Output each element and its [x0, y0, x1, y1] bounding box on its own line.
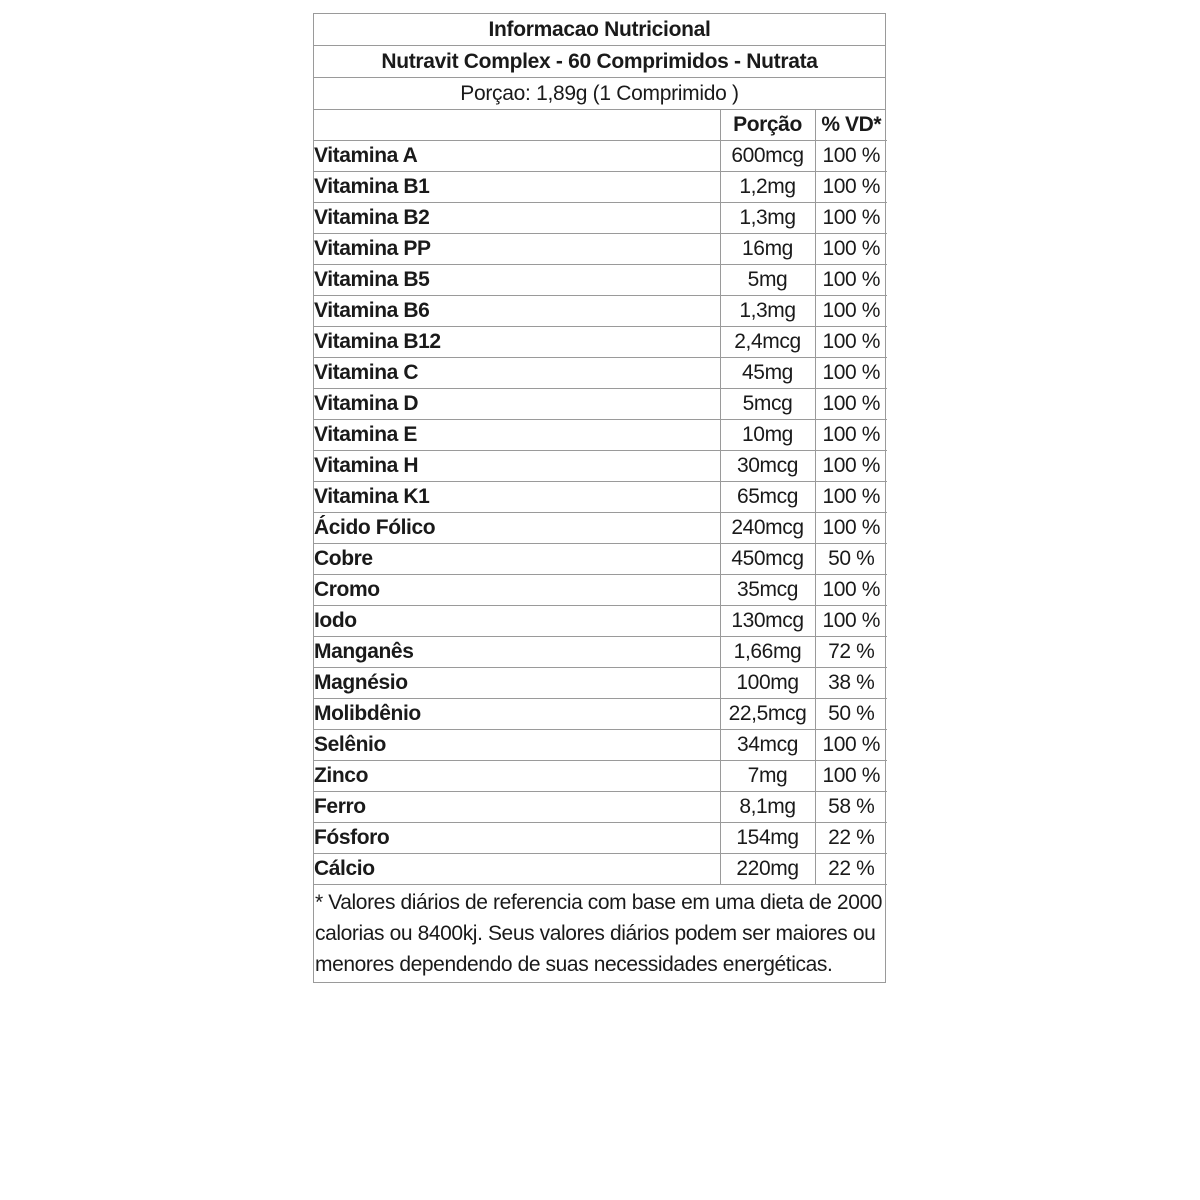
nutrient-amount: 600mcg: [720, 141, 815, 172]
nutrient-name: Vitamina B6: [314, 296, 720, 327]
nutrient-daily-value: 100 %: [815, 761, 887, 792]
nutrient-name: Manganês: [314, 637, 720, 668]
table-header-row: [314, 110, 887, 141]
nutrient-rows: [314, 141, 887, 885]
nutrient-name: Vitamina B1: [314, 172, 720, 203]
nutrient-name: Vitamina PP: [314, 234, 720, 265]
nutrient-name: Vitamina B2: [314, 203, 720, 234]
nutrient-name: Vitamina C: [314, 358, 720, 389]
table-row: [314, 141, 887, 172]
nutrient-amount: 1,66mg: [720, 637, 815, 668]
nutrient-name: Vitamina D: [314, 389, 720, 420]
nutrient-daily-value: 100 %: [815, 296, 887, 327]
nutrient-name: Vitamina A: [314, 141, 720, 172]
nutrient-name: Vitamina H: [314, 451, 720, 482]
nutrient-name: Cobre: [314, 544, 720, 575]
nutrient-daily-value: 100 %: [815, 358, 887, 389]
daily-value-footnote: * Valores diários de referencia com base em uma dieta de 2000 calorias ou 8400kj. Seus valores diários podem ser maiores ou menores dependendo de suas necessidades energéticas.: [315, 891, 883, 976]
nutrient-name: Zinco: [314, 761, 720, 792]
table-row: [314, 203, 887, 234]
table-row: [314, 699, 887, 730]
nutrient-daily-value: 100 %: [815, 482, 887, 513]
dv-column-header: % VD*: [815, 110, 887, 141]
nutrient-name: Vitamina E: [314, 420, 720, 451]
nutrient-amount: 16mg: [720, 234, 815, 265]
nutrient-daily-value: 100 %: [815, 141, 887, 172]
nutrient-daily-value: 58 %: [815, 792, 887, 823]
nutrient-daily-value: 100 %: [815, 265, 887, 296]
table-row: [314, 296, 887, 327]
nutrient-daily-value: 100 %: [815, 327, 887, 358]
nutrient-amount: 35mcg: [720, 575, 815, 606]
table-row: [314, 575, 887, 606]
nutrient-daily-value: 100 %: [815, 513, 887, 544]
nutrient-amount: 2,4mcg: [720, 327, 815, 358]
nutrient-amount: 45mg: [720, 358, 815, 389]
product-name: Nutravit Complex - 60 Comprimidos - Nutrata: [314, 46, 885, 78]
nutrient-name: Fósforo: [314, 823, 720, 854]
nutrient-name: Cálcio: [314, 854, 720, 885]
nutrient-amount: 130mcg: [720, 606, 815, 637]
nutrient-daily-value: 100 %: [815, 389, 887, 420]
nutrient-amount: 240mcg: [720, 513, 815, 544]
nutrient-amount: 154mg: [720, 823, 815, 854]
nutrient-daily-value: 100 %: [815, 451, 887, 482]
table-row: [314, 451, 887, 482]
nutrient-daily-value: 50 %: [815, 699, 887, 730]
table-row: [314, 637, 887, 668]
table-row: [314, 265, 887, 296]
nutrient-amount: 1,3mg: [720, 203, 815, 234]
nutrient-amount: 450mcg: [720, 544, 815, 575]
nutrient-name: Molibdênio: [314, 699, 720, 730]
nutrient-daily-value: 50 %: [815, 544, 887, 575]
nutrient-table: [314, 110, 887, 885]
table-row: [314, 482, 887, 513]
nutrient-amount: 30mcg: [720, 451, 815, 482]
nutrient-amount: 1,3mg: [720, 296, 815, 327]
table-row: [314, 544, 887, 575]
nutrient-daily-value: 100 %: [815, 172, 887, 203]
serving-size: Porçao: 1,89g (1 Comprimido ): [314, 78, 885, 110]
table-row: [314, 792, 887, 823]
nutrient-name: Vitamina K1: [314, 482, 720, 513]
nutrient-amount: 10mg: [720, 420, 815, 451]
nutrient-amount: 22,5mcg: [720, 699, 815, 730]
nutrition-facts-label: [313, 13, 886, 983]
table-row: [314, 358, 887, 389]
nutrient-amount: 220mg: [720, 854, 815, 885]
nutrient-name: Magnésio: [314, 668, 720, 699]
nutrient-name: Ferro: [314, 792, 720, 823]
nutrient-daily-value: 100 %: [815, 606, 887, 637]
table-row: [314, 854, 887, 885]
nutrient-daily-value: 100 %: [815, 203, 887, 234]
portion-column-header: Porção: [720, 110, 815, 141]
table-row: [314, 606, 887, 637]
nutrient-amount: 65mcg: [720, 482, 815, 513]
nutrient-daily-value: 100 %: [815, 730, 887, 761]
nutrient-amount: 8,1mg: [720, 792, 815, 823]
nutrient-name: Selênio: [314, 730, 720, 761]
nutrient-amount: 7mg: [720, 761, 815, 792]
nutrient-daily-value: 100 %: [815, 575, 887, 606]
label-title: Informacao Nutricional: [314, 14, 885, 46]
table-row: [314, 234, 887, 265]
table-row: [314, 172, 887, 203]
nutrient-daily-value: 72 %: [815, 637, 887, 668]
nutrient-amount: 1,2mg: [720, 172, 815, 203]
table-row: [314, 761, 887, 792]
table-row: [314, 668, 887, 699]
nutrient-daily-value: 100 %: [815, 234, 887, 265]
nutrient-column-header: [314, 110, 720, 141]
nutrient-name: Cromo: [314, 575, 720, 606]
nutrient-amount: 5mcg: [720, 389, 815, 420]
table-row: [314, 327, 887, 358]
nutrient-name: Iodo: [314, 606, 720, 637]
nutrient-amount: 5mg: [720, 265, 815, 296]
nutrient-daily-value: 38 %: [815, 668, 887, 699]
table-row: [314, 389, 887, 420]
nutrient-daily-value: 22 %: [815, 823, 887, 854]
nutrient-name: Vitamina B5: [314, 265, 720, 296]
nutrient-amount: 100mg: [720, 668, 815, 699]
table-row: [314, 513, 887, 544]
table-row: [314, 420, 887, 451]
nutrient-daily-value: 22 %: [815, 854, 887, 885]
table-row: [314, 823, 887, 854]
nutrient-amount: 34mcg: [720, 730, 815, 761]
nutrient-name: Ácido Fólico: [314, 513, 720, 544]
nutrient-name: Vitamina B12: [314, 327, 720, 358]
nutrient-daily-value: 100 %: [815, 420, 887, 451]
table-row: [314, 730, 887, 761]
